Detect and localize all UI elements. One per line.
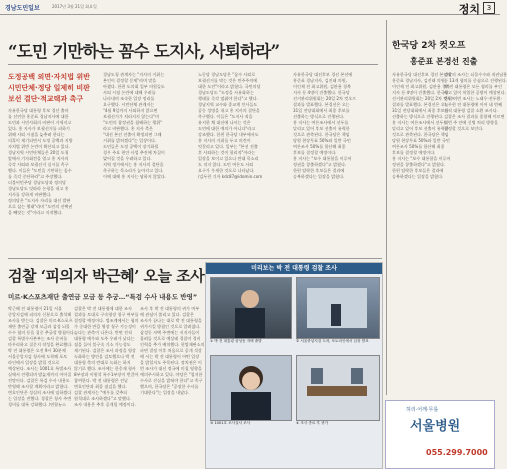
body-text-line: 선출하는 방식으로 진행된다. (392, 114, 444, 119)
body-text-line: 변호인단은 성실히 조사에 임하겠다 (8, 390, 72, 395)
article2-column-3 (140, 306, 205, 466)
body-text-line: 후보를 결정할 예정이다. (392, 150, 436, 155)
hospital-ad (385, 400, 495, 469)
body-text-line: 를 선언한 홍준표 경남지사에 대한 (8, 114, 69, 119)
body-text-line: 한편 탈락한 후보들은 결과에 (392, 168, 444, 173)
body-text-line: 마무리하고 질문지 작성을 완료했다. (8, 342, 73, 347)
body-text-line: 여론조사 50%를 합산해 최종 (293, 144, 346, 149)
body-text-line: 홍 지사는 "보수 대통합을 이루어 (293, 156, 352, 161)
body-text-line: 기대한다"는 입장을 내놨다. (140, 390, 190, 395)
body-text-line: 에 관심이 쏠리고 있다. 검찰은 (140, 312, 194, 317)
body-text-line: 조사가 끝나는 대로 박 전 대통령을 (140, 318, 202, 323)
body-text-line: 라고 비판했다. 홍 지사 측은 (103, 126, 154, 131)
subhead-line: 보선 결단·적교택과 촉구 (8, 95, 84, 103)
photo-room (296, 355, 380, 421)
sidebar-title: 한국당 2차 컷오프 (392, 41, 466, 51)
body-text-line: 정권을 창출하겠다"고 밝혔다. (293, 162, 347, 167)
body-text-line: 전직 대통령 검찰 소환 조사다. (444, 108, 498, 113)
body-text-line: 요구가 우세한 것으로 나타났다. (198, 168, 255, 173)
infographic (205, 262, 383, 469)
subhead-line: 시민단체·정당 일제히 비판 (8, 84, 90, 92)
article1-column-3 (198, 72, 286, 252)
body-text-line: 선거관리위원회는 20일 2차 컷오프 (392, 96, 456, 101)
body-text-line: 엇갈리고 있다. 일부는 "본선 진출 (198, 144, 258, 149)
body-text-line: 공동 성명을 내고 홍 지사의 결단을 (198, 108, 260, 113)
photo-portrait (210, 355, 292, 421)
body-text-line: 몰려들 것으로 예상돼 경찰이 경비 (140, 336, 201, 341)
body-text-line: 원칙대로 조사하겠다"고 말했다. (74, 396, 132, 401)
caption-1: ① 박 전 대통령 삼성동 자택 출발 (210, 339, 262, 343)
body-text-line: 홍 지사의 거취를 두고 의견이 (198, 138, 251, 143)
body-text-line: 조사 후 박 전 대통령의 귀가 여부 (140, 306, 200, 311)
masthead: 경남도민일보 (5, 5, 40, 12)
body-text-line: 후 사퇴하는 것이 합리적"이라는 (198, 150, 256, 155)
body-text-line: 했으며, 한국당은 "공정한 수사를 (140, 384, 199, 389)
caption-4: ④ 조사 종료 후 귀가 (296, 421, 329, 425)
article2-subhead: 미르·K스포츠재단 출연금 모금 등 추궁…“특검 수사 내용도 반영” (8, 293, 198, 301)
ad-brand: 서울병원 (410, 419, 461, 434)
body-text-line: 경비를 대폭 강화했다. /연합뉴스 (8, 402, 66, 407)
body-text-line: 예의주시하고 있다. 야당은 "철저한 (140, 372, 203, 377)
body-text-line: 결과를 발표했다. 본경선은 오는 (293, 102, 350, 107)
body-text-line: 검찰 특별수사본부는 조사 준비를 (8, 336, 68, 341)
section-divider (8, 258, 382, 259)
body-text-line: 높다는 관측이 나온다. 반면 전직 (74, 330, 132, 335)
body-text-line: 한편 이번 조사는 노태우·전두환· (444, 96, 502, 101)
body-text-line: 대통령 측의 반대로 녹화는 하지 (74, 360, 131, 365)
sidebar-subtitle: 홍준표 본경선 진출 (410, 57, 478, 66)
article2-column-1 (8, 306, 76, 466)
caption-3: ③ 1001호 조사실서 조사 (210, 421, 251, 425)
body-text-line: 보궐선거가 치러지지 않는다"며 (103, 114, 159, 119)
body-text-line: 이번 주 안에 신병 처리 방향을 (444, 120, 498, 125)
article1-headline: “도민 기만하는 꼼수 도지사, 사퇴하라” (8, 42, 280, 61)
body-text-line: 정의당은 "도지사 자리를 대선 발판 (8, 198, 71, 203)
body-text-line: 유지한 채 대선에 나서는 것은 (198, 120, 251, 125)
body-text-line: 결정할 것으로 보인다. (444, 126, 484, 131)
body-text-line: 경우 주요 현안 사업 추진에 차질이 (103, 150, 165, 155)
body-text-line: 아꼈다. 한편 도의회 일부 의원들도 (103, 84, 165, 89)
body-text-line: 승복하겠다는 입장을 밝혔다. (392, 174, 444, 179)
body-text-line: 수사로 진실을 밝혀야 한다"고 촉구 (140, 378, 203, 383)
body-text-line: 도민과 시민사회의 비판이 거세지고 (8, 120, 72, 125)
body-text-line: 않기로 했다. 조사에는 한웅재 형사 (74, 366, 136, 371)
body-text-line: 후보를 결정할 예정이다. (293, 150, 337, 155)
body-text-line: 자유한국당 대선후보 경선 본선에 (293, 72, 353, 77)
column-rule (386, 20, 387, 395)
body-text-line: 참여한다. 박 전 대통령은 전날 (74, 378, 128, 383)
body-text-line: 빚어질 것을 우려하고 있다. (103, 156, 152, 161)
body-text-line: 의혹이 제기되면서 도정 공백과 지방 (8, 138, 73, 143)
sidebar-column-a (392, 72, 456, 390)
body-text-line: 강조했다. 한편 한국당 내부에서도 (198, 132, 259, 137)
body-text-line: 경남지역 시민단체들은 20일 도청 (8, 150, 69, 155)
body-text-line: 라인에서 입장을 밝힐 것으로 (8, 360, 60, 365)
body-text-line: 위해 사퇴 시점을 늦추려 한다는 (8, 132, 65, 137)
body-text-line: 자유한국당 대선후보 경선 본선에 (392, 72, 452, 77)
body-text-line: 행태를 즉각 멈춰야 한다"고 했다. (198, 96, 258, 101)
body-text-line: 박 전 대통령은 오전 9시 30분께 (8, 348, 66, 353)
body-text-line: 검찰은 조사 결과를 종합해 이르면 (444, 114, 505, 119)
body-text-line: 31일 전당대회에서 최종 후보를 (392, 108, 449, 113)
body-text-line: 본인이 결정할 문제"라며 말을 (103, 78, 157, 83)
body-text-line: 경남도청 관계자는 "지사의 거취는 (103, 72, 165, 77)
body-text-line: 8부장과 이원석 특수1부장이 번갈아 (74, 372, 139, 377)
body-text-line: 것으로 관측된다. 한국당은 책임 (293, 132, 350, 137)
body-text-line: "대선 본선 진출이 확정되면 그때 (103, 132, 162, 137)
sidebar-column-b (444, 72, 507, 390)
body-text-line: 요구했다. 시민단체 관계자는 (103, 102, 155, 107)
article1-column-2 (103, 72, 191, 252)
body-text-line: 입장을 보이고 있으나 반대 목소리 (198, 156, 259, 161)
body-text-line: 을 밝힐지도 주목된다. 정치권은 이 (140, 360, 202, 365)
caption-2: ② 서울중앙지검 도착, 포토라인에서 입장 발표 (296, 339, 369, 343)
body-text-line: 승복하겠다는 입장을 밝혔다. (293, 174, 345, 179)
body-text-line: 으로 삼는 행태"라며 "도민의 선택권 (8, 204, 73, 209)
body-text-line: 가 중대한 만큼 영장 청구 가능성이 (74, 324, 136, 329)
body-text-line: 인력을 추가 배치했다. 헌법재판소의 (140, 342, 205, 347)
article1-column-4 (293, 72, 381, 252)
body-text-line: 지사를 강하게 비판했다. (8, 192, 52, 197)
body-text-line: 지사 등 4명이 진출했다. 한국당 (392, 90, 449, 95)
body-text-line: 결정할 예정이다. 법조계에서는 혐의 (74, 318, 139, 323)
article1-subheads (8, 72, 90, 105)
body-text-line: 검찰의 조사는 뇌물수수와 직권남용 (444, 72, 507, 77)
body-text-line: 이인제 전 최고위원, 김관용 경북 (293, 84, 351, 89)
body-text-line: 했다. 이들은 "도민을 기만하는 꼼수 (8, 168, 72, 173)
photo-departure (210, 277, 292, 339)
body-text-line: /김두천 기자 kdc87@idomin.com (198, 174, 263, 179)
body-text-line: 점을 들어 불구속 기소 가능성도 (74, 342, 131, 347)
body-text-line: 달리고 있어 후보 선출이 유력한 (293, 126, 350, 131)
body-text-line: 귀가시킬 방침인 것으로 알려졌다. (140, 324, 201, 329)
body-text-line: 결과를 토대로 구속영장 청구 여부를 (74, 312, 139, 317)
body-text-line: 서울중앙지검 청사에 도착해 포토 (8, 354, 68, 359)
body-text-line: 녹화하는 방안을 검토했으나 박 전 (74, 354, 135, 359)
body-text-line: 검찰은 박 전 대통령에 대한 조사 (74, 306, 132, 311)
body-text-line: 대한 도전"이라고 밝혔다. 국민의당 (198, 84, 261, 89)
ad-phone: 055.299.7000 (426, 448, 488, 457)
divider (8, 64, 378, 65)
body-text-line: 번 조사가 대선 정국에 미칠 영향을 (140, 366, 202, 371)
body-text-line: 이인제 전 최고위원, 김관용 경북 (392, 84, 450, 89)
body-text-line: 자유한국당 대통령 후보 경선 출마 (8, 108, 69, 113)
body-text-line: 박 전 대통령은 모든 혐의를 부인 (444, 84, 502, 89)
body-text-line: 는 입장을 전했다. 경찰은 청사 주변 (8, 396, 72, 401)
body-text-line: 자치법 위반 논란이 확산되고 있다. (8, 144, 70, 149)
body-text-line: 즉각 사퇴와 보궐선거 실시를 촉구 (8, 162, 69, 167)
body-text-line: 중앙지검에 피의자 신분으로 출석해 (8, 312, 72, 317)
body-text-line: 보궐선거를 막는 것은 민주주의에 (198, 78, 258, 83)
body-text-line: 선출하는 방식으로 진행된다. (293, 114, 345, 119)
body-text-line: 한편 탈락한 후보들은 결과에 (293, 168, 345, 173)
body-text-line: 앞에서 기자회견을 열고 홍 지사의 (8, 156, 69, 161)
article2-headline: 검찰 ‘피의자 박근혜’ 오늘 조사 (8, 267, 205, 285)
body-text-line: 지역 정가에서는 홍 지사의 결단을 (103, 162, 164, 167)
body-text-line: 홍 지사는 여론조사에서 선두를 (392, 120, 448, 125)
body-text-line: 홍 지사는 "보수 대통합을 이루어 (392, 156, 451, 161)
body-text-line: 경남도당도 "도정을 사유화하는 (198, 90, 254, 95)
body-text-line: 거취를 밝히겠다"는 입장이다. (103, 138, 157, 143)
ad-tagline: 허리·어깨·무릎 (406, 407, 439, 413)
body-text-line: 예상된다. 조사는 1001호 특별조사 (8, 366, 72, 371)
body-text-line: 결과를 발표했다. 본경선은 오는 (392, 102, 449, 107)
body-text-line: "4월 9일까지 사퇴하지 않으면 (103, 108, 158, 113)
subhead-line: 도정공백 외면·자치법 위반 (8, 73, 90, 81)
body-text-line: 경남지역 교수와 종교계 인사들도 (198, 102, 258, 107)
article2-column-2 (74, 306, 139, 466)
body-text-line: 경남도당도 잇따라 논평을 내고 홍 (8, 186, 69, 191)
body-text-line: 박근혜 전 대통령이 21일 서울 (8, 306, 62, 311)
body-text-line: 도 적지 않다. 도민 여론도 사퇴 (198, 162, 254, 167)
body-text-line: 대통령 예우와 도주 우려가 낮다는 (74, 336, 135, 341)
body-text-line: 를 즉각 중단하라"고 주장했다. (8, 174, 63, 179)
body-text-line: 정권을 창출하겠다"고 밝혔다. (392, 162, 446, 167)
body-text-line: 실에서 진행되며 밤늦게까지 이어질 (8, 372, 72, 377)
body-text-line: 홍준표 경남지사, 김진태 의원, (392, 78, 446, 83)
body-text-line: 파면 결정 이후 처음으로 공개 석상 (140, 348, 202, 353)
body-text-line: 선거관리위원회는 20일 2차 컷오프 (293, 96, 357, 101)
infographic-title: 미리보는 박 전 대통령 검찰 조사 (206, 263, 382, 274)
body-text-line: 에 서는 박 전 대통령이 어떤 입장 (140, 354, 200, 359)
body-text-line: 도민에 대한 예의가 아니다"라고 (198, 126, 256, 131)
page-header (0, 0, 500, 15)
body-text-line: 하고 있어 치열한 공방이 예상된다. (444, 90, 506, 95)
body-text-line: 사퇴 시점 논란에 대해 우려를 (103, 90, 156, 95)
body-text-line: 달리고 있어 후보 선출이 유력한 (392, 126, 449, 131)
section-title: 정치 (458, 3, 480, 16)
body-text-line: 수수 혐의 등을 집중 추궁할 방침이다. (8, 330, 76, 335)
article1-column-1 (8, 108, 96, 252)
body-text-line: 홍준표 경남지사, 김진태 의원, (293, 78, 347, 83)
photo-arrival (296, 277, 380, 339)
body-text-line: 제기된다. 검찰은 조사 과정을 영상 (74, 348, 136, 353)
body-text-line: 더불어민주당 경남도당과 정의당 (8, 180, 66, 185)
page-number: 3 (483, 2, 495, 14)
body-text-line: 도민들은 도정 공백이 장기화될 (103, 144, 159, 149)
body-text-line: 것으로 관측된다. 한국당은 책임 (392, 132, 449, 137)
body-text-line: 나타내며 조속한 입장 정리를 (103, 96, 155, 101)
body-text-line: 있다. 홍 지사가 보궐선거를 피하기 (8, 126, 70, 131)
body-text-line: 을 빼앗는 것"이라고 지적했다. (8, 210, 63, 215)
body-text-line: 조사를 받는다. 검찰은 미르·K스포츠 (8, 318, 73, 323)
body-text-line: 이에 대해 홍 지사는 답하지 않았다. (103, 174, 167, 179)
body-text-line: 여론조사 50%를 합산해 최종 (392, 144, 445, 149)
body-text-line: 31일 전당대회에서 최종 후보를 (293, 108, 350, 113)
body-text-line: "도민의 참정권을 침해하는 행위" (103, 120, 163, 125)
body-text-line: 당원 현장투표 50%와 일반 국민 (293, 138, 351, 143)
body-text-line: 조사 내용은 추후 공개될 예정이다. (74, 402, 136, 407)
body-text-line: 전망이다. 검찰은 특검 수사 내용도 (8, 378, 70, 383)
body-text-line: 노무현 전 대통령에 이어 네 번째 (444, 102, 502, 107)
body-text-line: 촉구했다. 이들은 "도지사 직을 (198, 114, 253, 119)
body-text-line: 지사 등 4명이 진출했다. 한국당 (293, 90, 350, 95)
body-text-line: 노동당 경남도당은 "꼼수 사퇴로 (198, 72, 256, 77)
body-text-line: 재단 출연금 강제 모금과 삼성 뇌물 (8, 324, 70, 329)
dateline: 2017년 3월 21일 화요일 (52, 4, 97, 9)
body-text-line: 당원 현장투표 50%와 일반 국민 (392, 138, 450, 143)
body-text-line: 반영해 조사할 계획이라고 밝혔다. (8, 384, 69, 389)
body-text-line: 홍 지사는 여론조사에서 선두를 (293, 120, 349, 125)
body-text-line: 삼성동 자택 주변에는 지지자들이 (140, 330, 200, 335)
body-text-line: 검찰 관계자는 "예우를 갖추되 (74, 390, 128, 395)
body-text-line: 변호인단과 최종 점검을 했다. (74, 384, 127, 389)
body-text-line: 촉구하는 목소리가 높아지고 있다. (103, 168, 164, 173)
body-text-line: 등 13개 혐의를 중심으로 진행된다. (444, 78, 507, 83)
